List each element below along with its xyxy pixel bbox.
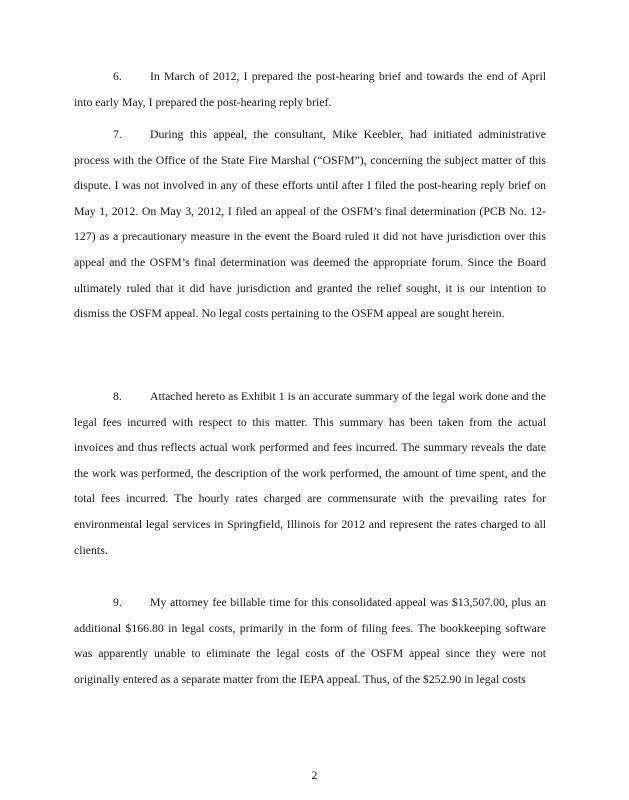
page-number: 2 bbox=[311, 768, 318, 782]
paragraph-number: 6. bbox=[113, 69, 122, 83]
paragraph-8 bbox=[74, 384, 546, 563]
paragraph-6 bbox=[74, 64, 546, 115]
paragraph-text: My attorney fee billable time for this consolidated appeal was $13,507.00, plus an additional $166.80 in legal costs, primarily in the form of filing fees. The bookkeeping software was apparently unable to eliminate the legal costs of the OSFM appeal since they were not originally entered as a separate matter from the IEPA appeal. Thus, of the $252.90 in legal costs bbox=[74, 595, 546, 686]
paragraph-text: Attached hereto as Exhibit 1 is an accurate summary of the legal work done and the legal fees incurred with respect to this matter. This summary has been taken from the actual invoices and thus reflects actual work performed and fees incurred. The summary reveals the date the work was performed, the description of the work performed, the amount of time spent, and the total fees incurred. The hourly rates charged are commensurate with the prevailing rates for environmental legal services in Springfield, Illinois for 2012 and represent the rates charged to all clients. bbox=[74, 389, 546, 557]
paragraph-9 bbox=[74, 590, 546, 692]
paragraph-7 bbox=[74, 122, 546, 327]
paragraph-number: 9. bbox=[113, 595, 122, 609]
paragraph-number: 8. bbox=[113, 389, 122, 403]
paragraph-text: During this appeal, the consultant, Mike Keebler, had initiated administrative process with the Office of the State Fire Marshal (“OSFM”), concerning the subject matter of this dispute. I was not involved in any of these efforts until after I filed the post-hearing reply brief on May 1, 2012. On May 3, 2012, I filed an appeal of the OSFM’s final determination (PCB No. 12-127) as a precautionary measure in the event the Board ruled it did not have jurisdiction over this appeal and the OSFM’s final determination was deemed the appropriate forum. Since the Board ultimately ruled that it did have jurisdiction and granted the relief sought, it is our intention to dismiss the OSFM appeal. No legal costs pertaining to the OSFM appeal are sought herein. bbox=[74, 127, 546, 321]
paragraph-number: 7. bbox=[113, 127, 122, 141]
paragraph-text: In March of 2012, I prepared the post-hearing brief and towards the end of April into early May, I prepared the post-hearing reply brief. bbox=[74, 69, 546, 109]
